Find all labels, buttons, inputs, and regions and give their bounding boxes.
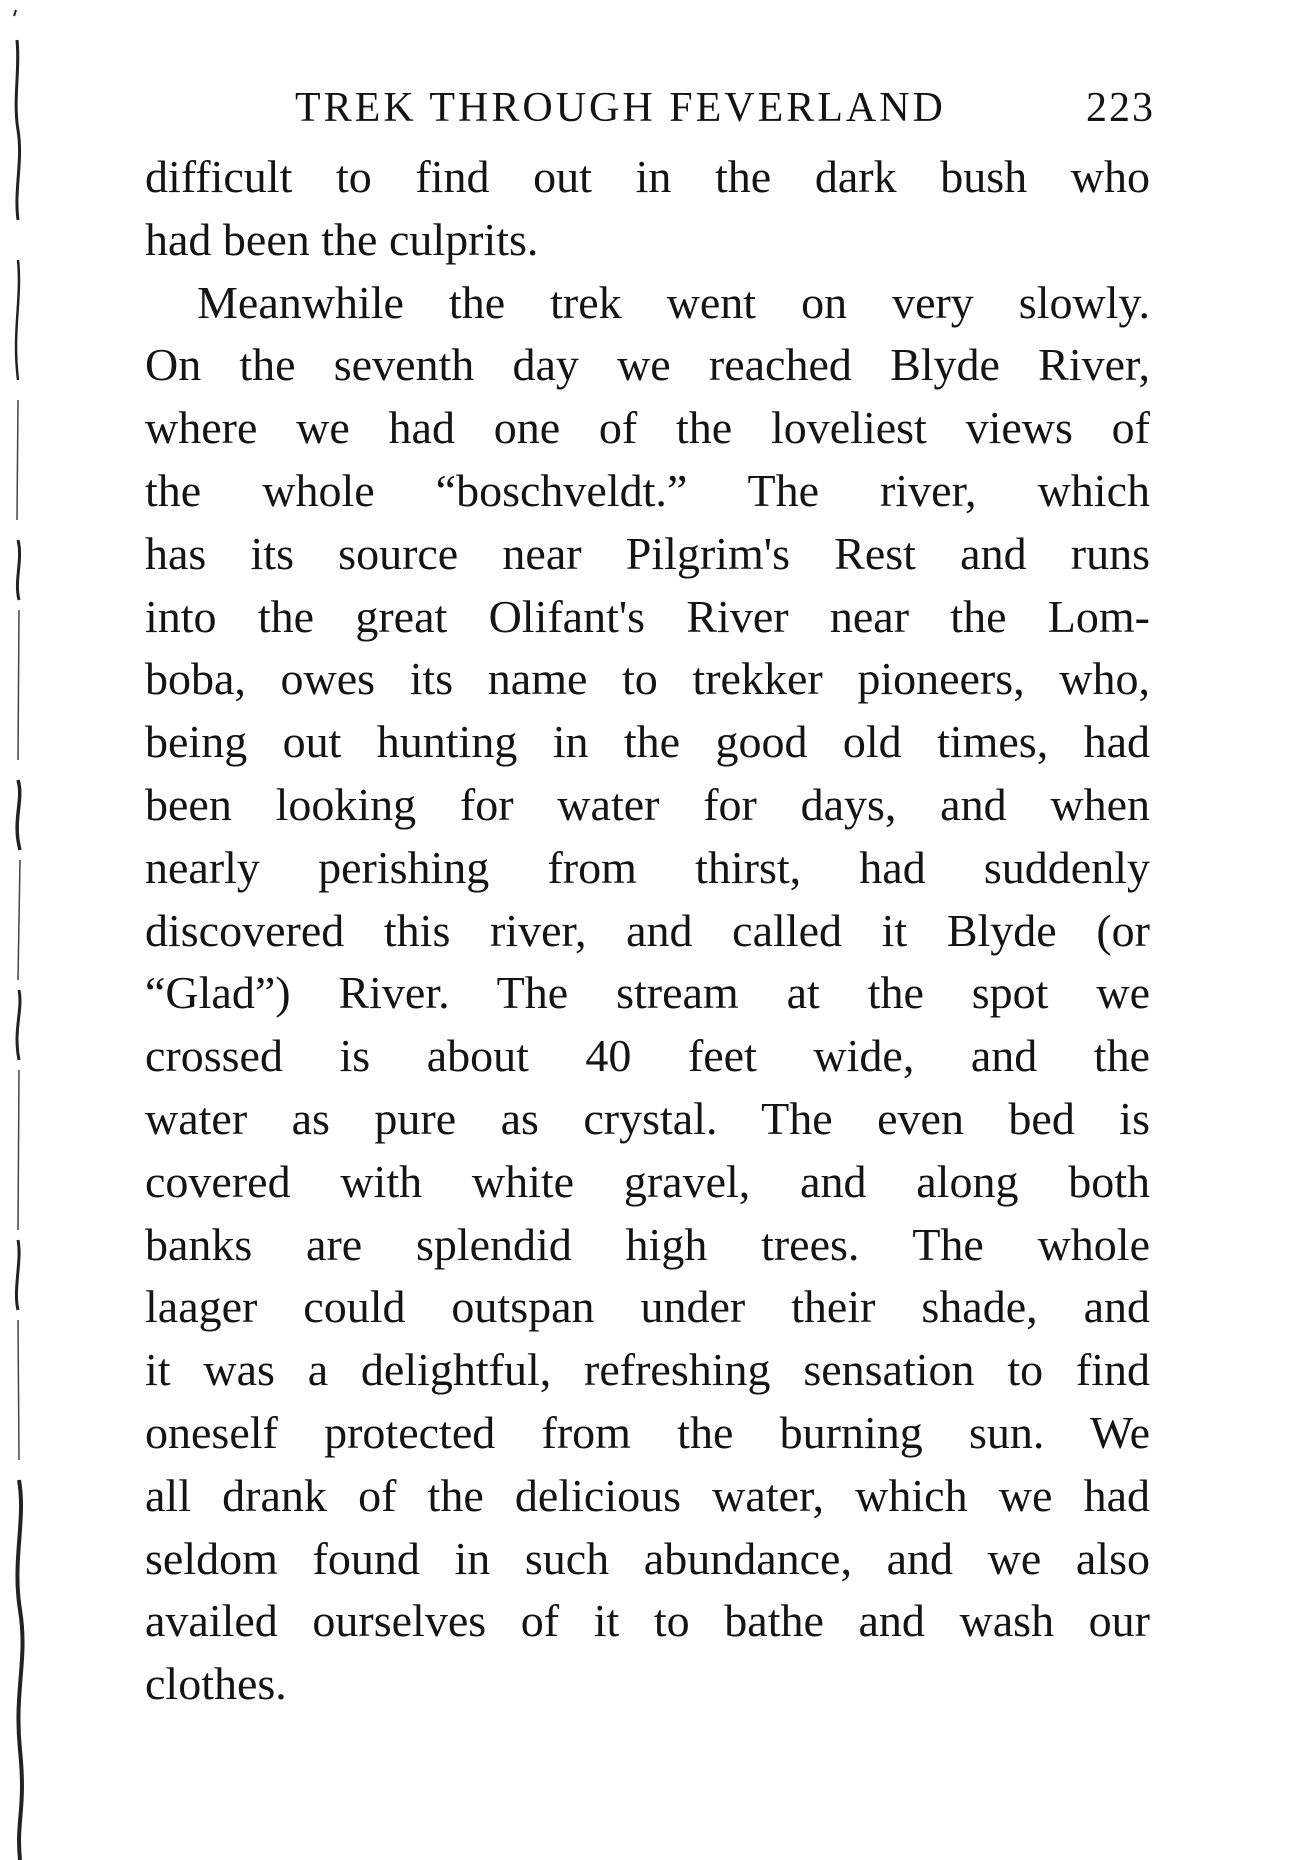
text-line: boba, owes its name to trekker pioneers, who, [145, 653, 1150, 705]
text-line: seldom found in such abundance, and we also [145, 1532, 1150, 1584]
text-line: discovered this river, and called it Blyde (or [145, 904, 1150, 956]
text-line: been looking for water for days, and when [145, 778, 1150, 830]
text-line: into the great Olifant's River near the Lom- [145, 590, 1150, 642]
page-number: 223 [1086, 85, 1155, 131]
text-line: “Glad”) River. The stream at the spot we [145, 967, 1150, 1019]
text-line: water as pure as crystal. The even bed is [145, 1092, 1150, 1144]
text-line: crossed is about 40 feet wide, and the [145, 1030, 1150, 1082]
text-line: clothes. [145, 1658, 287, 1710]
text-line: covered with white gravel, and along both [145, 1155, 1150, 1207]
text-line: being out hunting in the good old times, had [145, 716, 1150, 768]
text-line: laager could outspan under their shade, and [145, 1281, 1150, 1333]
text-line: the whole “boschveldt.” The river, which [145, 464, 1150, 516]
text-line: all drank of the delicious water, which we had [145, 1469, 1150, 1521]
page-header [295, 78, 1155, 138]
text-line: has its source near Pilgrim's Rest and runs [145, 527, 1150, 579]
text-line: On the seventh day we reached Blyde River, [145, 339, 1150, 391]
text-line: where we had one of the loveliest views of [145, 402, 1150, 454]
text-line: Meanwhile the trek went on very slowly. [197, 276, 1150, 328]
text-line: banks are splendid high trees. The whole [145, 1218, 1150, 1270]
page-binding-edge [8, 0, 30, 1860]
text-line: nearly perishing from thirst, had suddenly [145, 841, 1150, 893]
running-title: TREK THROUGH FEVERLAND [295, 85, 946, 131]
body-text [145, 146, 1150, 1716]
text-line: it was a delightful, refreshing sensation to find [145, 1344, 1150, 1396]
text-line: had been the culprits. [145, 213, 539, 265]
text-line: difficult to find out in the dark bush who [145, 151, 1150, 202]
text-line: oneself protected from the burning sun. We [145, 1406, 1150, 1458]
text-line: availed ourselves of it to bathe and wash our [145, 1595, 1150, 1647]
